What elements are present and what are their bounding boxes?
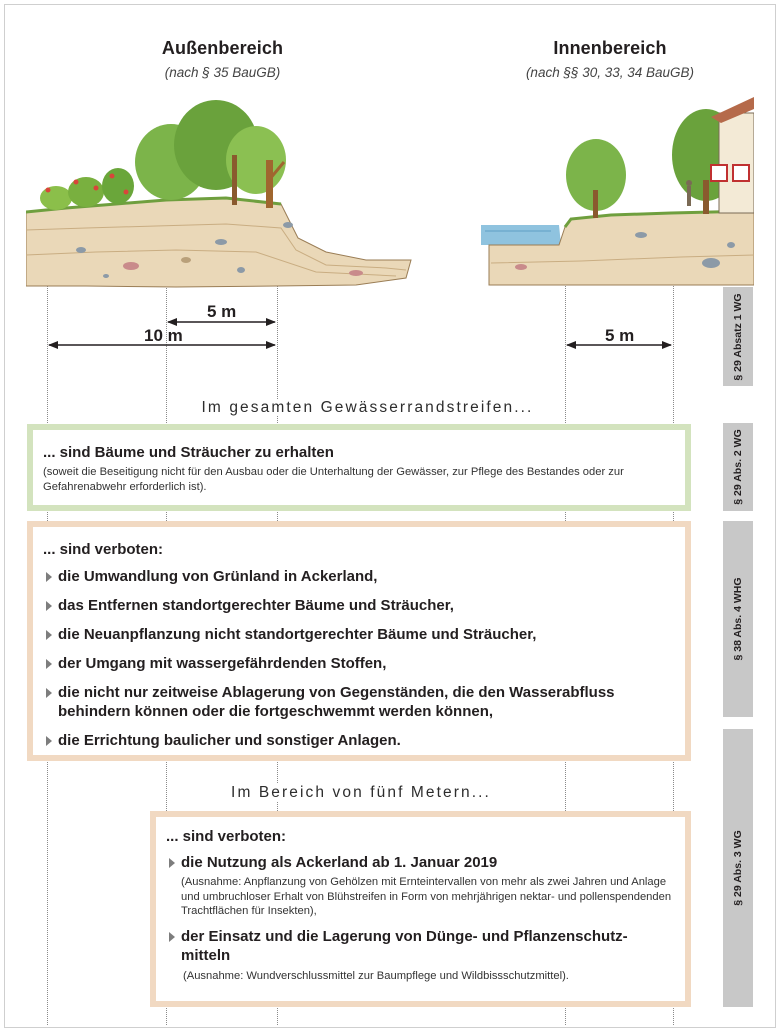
box-verboten-list xyxy=(43,567,675,750)
heading-innenbereich-subtitle: (nach §§ 30, 33, 34 BauGB) xyxy=(525,65,695,80)
dimension-arrows xyxy=(0,300,780,360)
list-item-text: die nicht nur zeitweise Ablagerung von Gegenständen, die den Wasserabfluss behindern können oder die fortgeschwemmt werden können, xyxy=(58,684,615,720)
list-item-text: der Einsatz und die Lagerung von Dünge- und Pflanzenschutz-mitteln xyxy=(181,927,628,964)
legal-tab-29-abs3 xyxy=(723,729,753,1007)
bullet-arrow-icon xyxy=(46,630,52,640)
list-item-text: die Nutzung als Ackerland ab 1. Januar 2019 xyxy=(181,854,498,871)
aussen-5m-label: 5 m xyxy=(207,302,237,321)
box-verboten xyxy=(27,521,691,761)
box-baeume-erhalten xyxy=(27,424,691,511)
band-label-gesamt xyxy=(0,399,780,417)
bullet-arrow-icon xyxy=(46,688,52,698)
list-item-text: der Umgang mit wassergefährdenden Stoffen, xyxy=(58,655,387,672)
band-label-fuenf-meter xyxy=(0,784,780,802)
list-item-text: die Neuanpflanzung nicht standortgerechter Bäume und Sträucher, xyxy=(58,626,537,643)
list-item xyxy=(166,853,675,919)
heading-innenbereich xyxy=(490,38,730,80)
list-item xyxy=(43,654,675,673)
box-baeume-erhalten-heading: ... sind Bäume und Sträucher zu erhalten xyxy=(43,444,334,461)
list-item-note: (Ausnahme: Wundverschlussmittel zur Baumpflege und Wildbissschutzmittel). xyxy=(183,969,569,982)
box-baeume-erhalten-note: (soweit die Beseitigung nicht für den Ausbau oder die Unterhaltung der Gewässer, zur Pflege des Bestandes oder zur Gefahrenabwehr erforderlich ist). xyxy=(43,466,624,493)
legal-tab-29-abs1 xyxy=(723,287,753,386)
list-item xyxy=(43,567,675,586)
legal-tab-label: § 29 Abs. 3 WG xyxy=(732,830,744,906)
bullet-arrow-icon xyxy=(46,736,52,746)
list-item-text: das Entfernen standortgerechter Bäume und Sträucher, xyxy=(58,597,454,614)
box-fuenf-meter-list xyxy=(166,853,675,983)
list-item-text: die Errichtung baulicher und sonstiger Anlagen. xyxy=(58,732,401,749)
box-fuenf-meter-verboten xyxy=(150,811,691,1007)
heading-aussenbereich-subtitle: (nach § 35 BauGB) xyxy=(164,65,281,80)
list-item xyxy=(43,596,675,615)
list-item xyxy=(43,731,675,750)
legal-tab-label: § 38 Abs. 4 WHG xyxy=(732,577,744,661)
heading-aussenbereich xyxy=(100,38,345,80)
box-verboten-heading: ... sind verboten: xyxy=(43,541,164,558)
legal-tab-label: § 29 Absatz 1 WG xyxy=(732,292,744,381)
heading-aussenbereich-title: Außenbereich xyxy=(161,38,284,58)
list-item-note: (Ausnahme: Anpflanzung von Gehölzen mit Ernteintervallen von mehr als zwei Jahren und Anlage und umbruchloser Erhalt von Blühstreifen in Form von mehrjährigen nektar- und pollenspendenden Trachtflächen für Insekten), xyxy=(181,876,672,917)
band-label-gesamt-text: Im gesamten Gewässerrandstreifen... xyxy=(198,399,538,416)
aussen-10m-label: 10 m xyxy=(144,326,183,345)
legal-tab-29-abs2 xyxy=(723,423,753,511)
bullet-arrow-icon xyxy=(169,858,175,868)
innenbereich-landscape-illustration xyxy=(481,95,754,290)
bullet-arrow-icon xyxy=(169,932,175,942)
aussenbereich-landscape-illustration xyxy=(26,100,418,290)
bullet-arrow-icon xyxy=(46,659,52,669)
heading-innenbereich-title: Innenbereich xyxy=(553,38,667,58)
list-item xyxy=(43,683,663,721)
legal-tab-label: § 29 Abs. 2 WG xyxy=(732,429,744,505)
list-item xyxy=(43,625,675,644)
legal-tab-38-abs4 xyxy=(723,521,753,717)
list-item xyxy=(166,927,656,984)
innen-5m-label: 5 m xyxy=(605,326,635,345)
box-fuenf-meter-heading: ... sind verboten: xyxy=(166,828,287,845)
bullet-arrow-icon xyxy=(46,601,52,611)
bullet-arrow-icon xyxy=(46,572,52,582)
band-label-fuenf-meter-text: Im Bereich von fünf Metern... xyxy=(227,784,495,801)
list-item-text: die Umwandlung von Grünland in Ackerland, xyxy=(58,568,378,585)
